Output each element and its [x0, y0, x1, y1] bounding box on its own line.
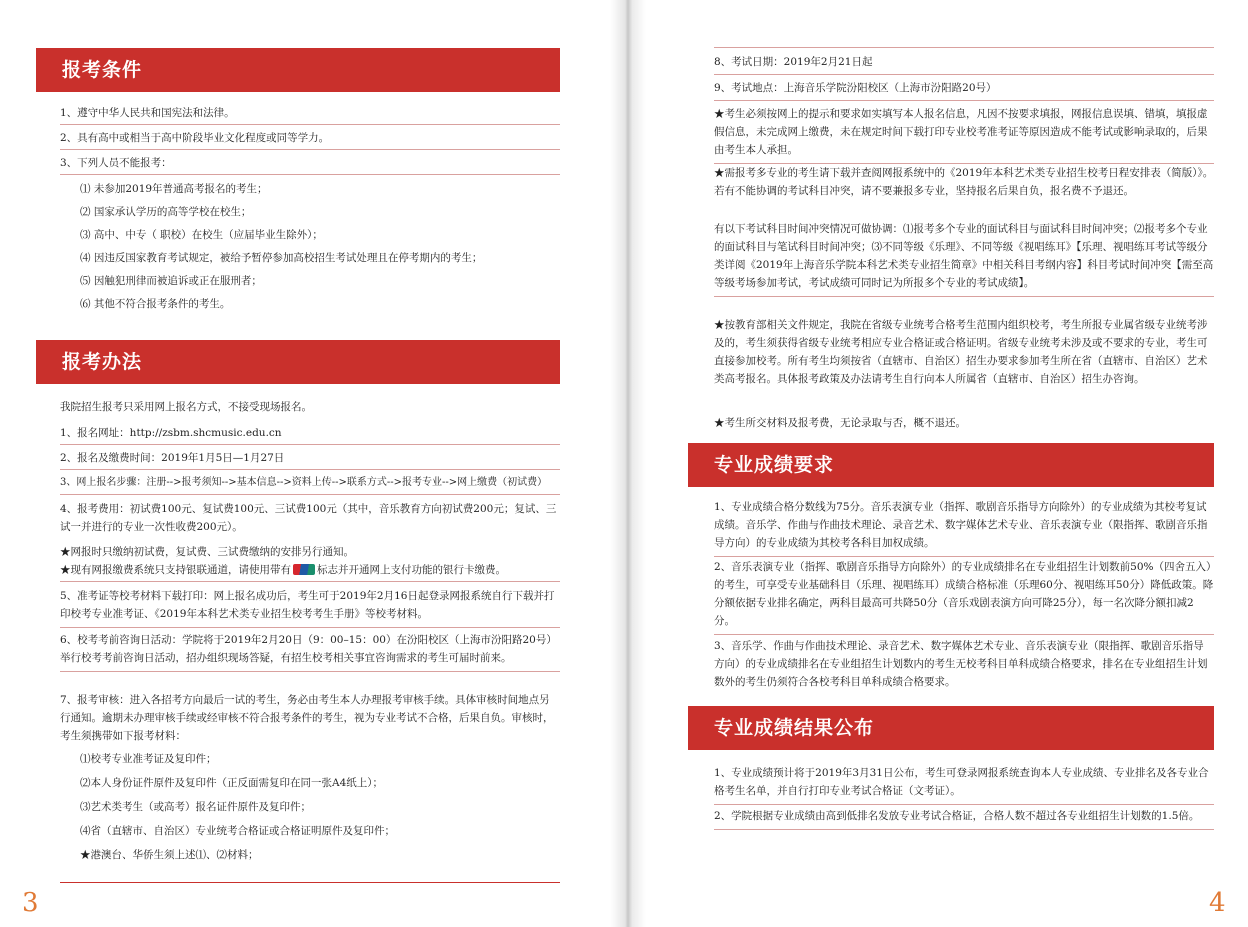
condition-sub-item: ⑷ 因违反国家教育考试规定，被给予暂停参加高校招生考试处理且在停考期内的考生；: [80, 252, 483, 264]
method-item-admission-ticket: 5、准考证等校考材料下载打印：网上报名成功后，考生可于2019年2月16日起登录网报系统自行下载并打印校考专业准考证、《2019年本科艺术类专业招生校考考生手册》等校考材料。: [60, 587, 560, 628]
method-item-time: 2、报名及缴费时间：2019年1月5日—1月27日: [60, 449, 560, 470]
method-item-steps: 3、网上报名步骤：注册-->报考须知-->基本信息-->资料上传-->联系方式-->报考专业-->网上缴费（初试费）: [60, 474, 560, 495]
top-rule: [714, 47, 1214, 48]
material-item: ⑴校考专业准考证及复印件；: [80, 753, 217, 765]
right-note-conflict: 有以下考试科目时间冲突情况可做协调：⑴报考多个专业的面试科目与面试科目时间冲突；⑵报考多个专业的面试科目与笔试科目时间冲突；⑶不同等级《乐理》、不同等级《视唱练耳》【乐理、视唱练耳考试等级分类详阅《2019年上海音乐学院本科艺术类专业招生简章》中相关科目考纲内容】科目考试时间冲突【需至高等级考场参加考试，考试成绩可同时记为所报多个专业的考试成绩】。: [714, 220, 1214, 297]
score-req-item: 1、专业成绩合格分数线为75分。音乐表演专业（指挥、歌剧音乐指导方向除外）的专业成绩为其校考复试成绩。音乐学、作曲与作曲技术理论、录音艺术、数字媒体艺术专业、音乐表演专业（限指挥、歌剧音乐指导方向）的专业成绩为其校考各科目加权成绩。: [714, 498, 1214, 557]
condition-item: 2、具有高中或相当于高中阶段毕业文化程度或同等学力。: [60, 129, 560, 150]
condition-sub-item: ⑸ 因触犯刑律而被追诉或正在服刑者；: [80, 275, 262, 287]
condition-item: 1、遵守中华人民共和国宪法和法律。: [60, 104, 560, 125]
page-number: 3: [22, 888, 39, 918]
method-intro: 我院招生报考只采用网上报名方式，不接受现场报名。: [60, 401, 312, 413]
condition-item: 3、下列人员不能报考：: [60, 154, 560, 175]
right-note-multi-major: ★需报考多专业的考生请下载并查阅网报系统中的《2019年本科艺术类专业招生校考日程安排表（简版）》。若有不能协调的考试科目冲突，请不要兼报多专业，坚持报名后果自负，报名费不予退还。: [714, 167, 1214, 197]
right-note-info: ★考生必须按网上的提示和要求如实填写本人报名信息，凡因不按要求填报，网报信息误填、错填，填报虚假信息，未完成网上缴费，未在规定时间下载打印专业校考准考证等原因造成不能考试或影响录取的，后果由考生本人承担。: [714, 105, 1214, 164]
section-title-method: 报考办法: [36, 340, 560, 384]
score-pub-item: 1、专业成绩预计将于2019年3月31日公布，考生可登录网报系统查询本人专业成绩、专业排名及各专业合格考生名单，并自行打印专业考试合格证（文考证）。: [714, 764, 1214, 805]
material-item: ⑵本人身份证件原件及复印件（正反面需复印在同一张A4纸上）；: [80, 777, 384, 789]
condition-sub-item: ⑵ 国家承认学历的高等学校在校生；: [80, 206, 252, 218]
material-item: ⑷省（直辖市、自治区）专业统考合格证或合格证明原件及复印件；: [80, 825, 395, 837]
condition-sub-item: ⑹ 其他不符合报考条件的考生。: [80, 298, 231, 310]
method-note-fee: ★网报时只缴纳初试费，复试费、三试费缴纳的安排另行通知。: [60, 546, 354, 558]
material-item: ⑶艺术类考生（或高考）报名证件原件及复印件；: [80, 801, 311, 813]
method-item-review: 7、报考审核：进入各招考方向最后一试的考生，务必由考生本人办理报考审核手续。具体审核时间地点另行通知。逾期未办理审核手续或经审核不符合报考条件的考生，视为专业考试不合格，后果自负。审核时，考生须携带如下报考材料：: [60, 694, 554, 742]
section-title-score-req: 专业成绩要求: [688, 443, 1214, 487]
condition-sub-item: ⑴ 未参加2019年普通高考报名的考生；: [80, 183, 268, 195]
method-item-fees: 4、报考费用：初试费100元、复试费100元、三试费100元（其中，音乐教育方向初试费200元；复试、三试一并进行的专业一次性收费200元）。: [60, 503, 557, 533]
section-title-conditions: 报考条件: [36, 48, 560, 92]
score-pub-item: 2、学院根据专业成绩由高到低排名发放专业考试合格证，合格人数不超过各专业组招生计划数的1.5倍。: [714, 807, 1214, 830]
right-note-no-refund: ★考生所交材料及报考费，无论录取与否，概不退还。: [714, 417, 966, 429]
score-req-item: 3、音乐学、作曲与作曲技术理论、录音艺术、数字媒体艺术专业、音乐表演专业（限指挥、歌剧音乐指导方向）的专业成绩排名在专业组招生计划数内的考生无校考科目单科成绩合格要求，排名在专业组招生计划数外的考生仍须符合各校考科目单科成绩合格要求。: [714, 640, 1208, 688]
method-item-consult-day: 6、校考考前咨询日活动：学院将于2019年2月20日（9：00–15：00）在汾阳校区（上海市汾阳路20号）举行校考考前咨询日活动，招办组织现场答疑，有招生校考相关事宜咨询需求的考生可届时前来。: [60, 631, 560, 672]
bottom-rule: [60, 882, 560, 883]
page-number: 4: [1209, 888, 1226, 918]
right-item-exam-place: 9、考试地点：上海音乐学院汾阳校区（上海市汾阳路20号）: [714, 79, 1214, 101]
unionpay-logo-icon: [293, 564, 315, 575]
unionpay-note-text-2: 标志并开通网上支付功能的银行卡缴费。: [317, 564, 506, 576]
method-item-url: 1、报名网址：http://zsbm.shcmusic.edu.cn: [60, 424, 560, 445]
condition-sub-item: ⑶ 高中、中专（ 职校）在校生（应届毕业生除外）；: [80, 229, 323, 241]
right-page: [624, 0, 1248, 927]
score-req-item: 2、音乐表演专业（指挥、歌剧音乐指导方向除外）的专业成绩排名在专业组招生计划数前50%（四舍五入）的考生，可享受专业基础科目（乐理、视唱练耳）成绩合格标准（乐理60分、视唱练耳50分）降低政策。降分额依据专业排名确定，两科目最高可共降50分（音乐戏剧表演方向可降25分），每一名次降分额扣减2分。: [714, 558, 1214, 635]
section-title-score-pub: 专业成绩结果公布: [688, 706, 1214, 750]
method-note-unionpay: [60, 561, 560, 582]
material-item: ★港澳台、华侨生须上述⑴、⑵材料；: [80, 849, 259, 861]
right-note-policy: ★按教育部相关文件规定，我院在省级专业统考合格考生范围内组织校考，考生所报专业属省级专业统考涉及的，考生须获得省级专业统考相应专业合格证或合格证明。省级专业统考未涉及或不要求的专业，考生可直接参加校考。所有考生均须按省（直辖市、自治区）招生办要求参加考生所在省（直辖市、自治区）艺术类高考报名。具体报考政策及办法请考生自行向本人所属省（直辖市、自治区）招生办咨询。: [714, 319, 1208, 385]
unionpay-note-text-1: ★现有网报缴费系统只支持银联通道，请使用带有: [60, 564, 291, 576]
right-item-exam-date: 8、考试日期：2019年2月21日起: [714, 53, 1214, 75]
